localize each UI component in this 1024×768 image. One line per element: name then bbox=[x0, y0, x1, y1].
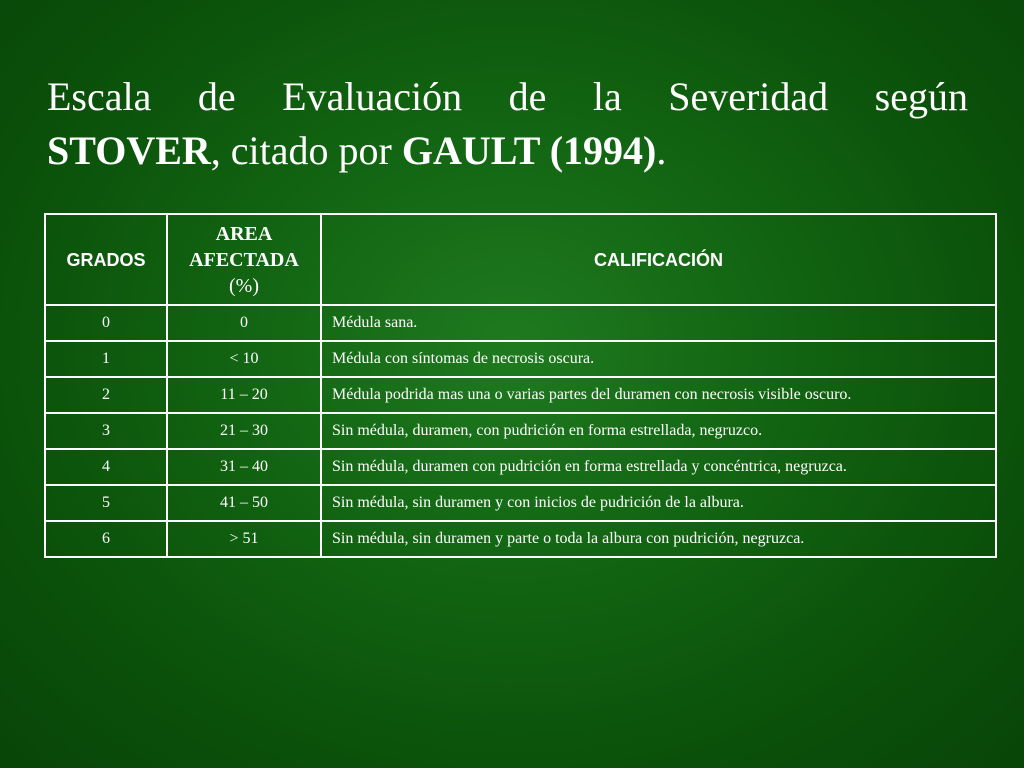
cell-grado: 5 bbox=[45, 485, 167, 521]
severity-scale-table bbox=[44, 213, 997, 558]
cell-calificacion: Sin médula, sin duramen y con inicios de pudrición de la albura. bbox=[321, 485, 996, 521]
cell-calificacion: Sin médula, duramen, con pudrición en forma estrellada, negruzco. bbox=[321, 413, 996, 449]
cell-grado: 3 bbox=[45, 413, 167, 449]
cell-grado: 2 bbox=[45, 377, 167, 413]
cell-grado: 4 bbox=[45, 449, 167, 485]
table-row bbox=[45, 377, 996, 413]
table-row bbox=[45, 341, 996, 377]
table-row bbox=[45, 521, 996, 557]
cell-calificacion: Médula sana. bbox=[321, 305, 996, 341]
table-row bbox=[45, 413, 996, 449]
title-gault: GAULT (1994) bbox=[401, 128, 657, 173]
table-row bbox=[45, 305, 996, 341]
cell-calificacion: Sin médula, sin duramen y parte o toda la albura con pudrición, negruzca. bbox=[321, 521, 996, 557]
header-area-afectada bbox=[167, 214, 321, 305]
header-calificacion: CALIFICACIÓN bbox=[321, 214, 996, 305]
slide-title bbox=[47, 70, 968, 178]
cell-calificacion: Sin médula, duramen con pudrición en forma estrellada y concéntrica, negruzca. bbox=[321, 449, 996, 485]
header-area-line2: AFECTADA bbox=[189, 248, 299, 271]
cell-area: > 51 bbox=[167, 521, 321, 557]
header-grados: GRADOS bbox=[45, 214, 167, 305]
table-header-row bbox=[45, 214, 996, 305]
cell-calificacion: Médula podrida mas una o varias partes del duramen con necrosis visible oscuro. bbox=[321, 377, 996, 413]
table-row bbox=[45, 485, 996, 521]
header-area-line1: AREA bbox=[215, 222, 273, 245]
title-citado: , citado por bbox=[210, 128, 402, 173]
cell-area: 41 – 50 bbox=[167, 485, 321, 521]
cell-area: 21 – 30 bbox=[167, 413, 321, 449]
title-line-2 bbox=[47, 124, 968, 178]
cell-grado: 6 bbox=[45, 521, 167, 557]
cell-calificacion: Médula con síntomas de necrosis oscura. bbox=[321, 341, 996, 377]
cell-area: < 10 bbox=[167, 341, 321, 377]
title-stover: STOVER bbox=[47, 128, 211, 173]
cell-area: 0 bbox=[167, 305, 321, 341]
title-period: . bbox=[656, 128, 667, 173]
cell-grado: 0 bbox=[45, 305, 167, 341]
cell-grado: 1 bbox=[45, 341, 167, 377]
cell-area: 31 – 40 bbox=[167, 449, 321, 485]
table-row bbox=[45, 449, 996, 485]
header-area-line3: (%) bbox=[229, 274, 259, 297]
title-line-1: Escala de Evaluación de la Severidad según bbox=[47, 74, 968, 119]
cell-area: 11 – 20 bbox=[167, 377, 321, 413]
